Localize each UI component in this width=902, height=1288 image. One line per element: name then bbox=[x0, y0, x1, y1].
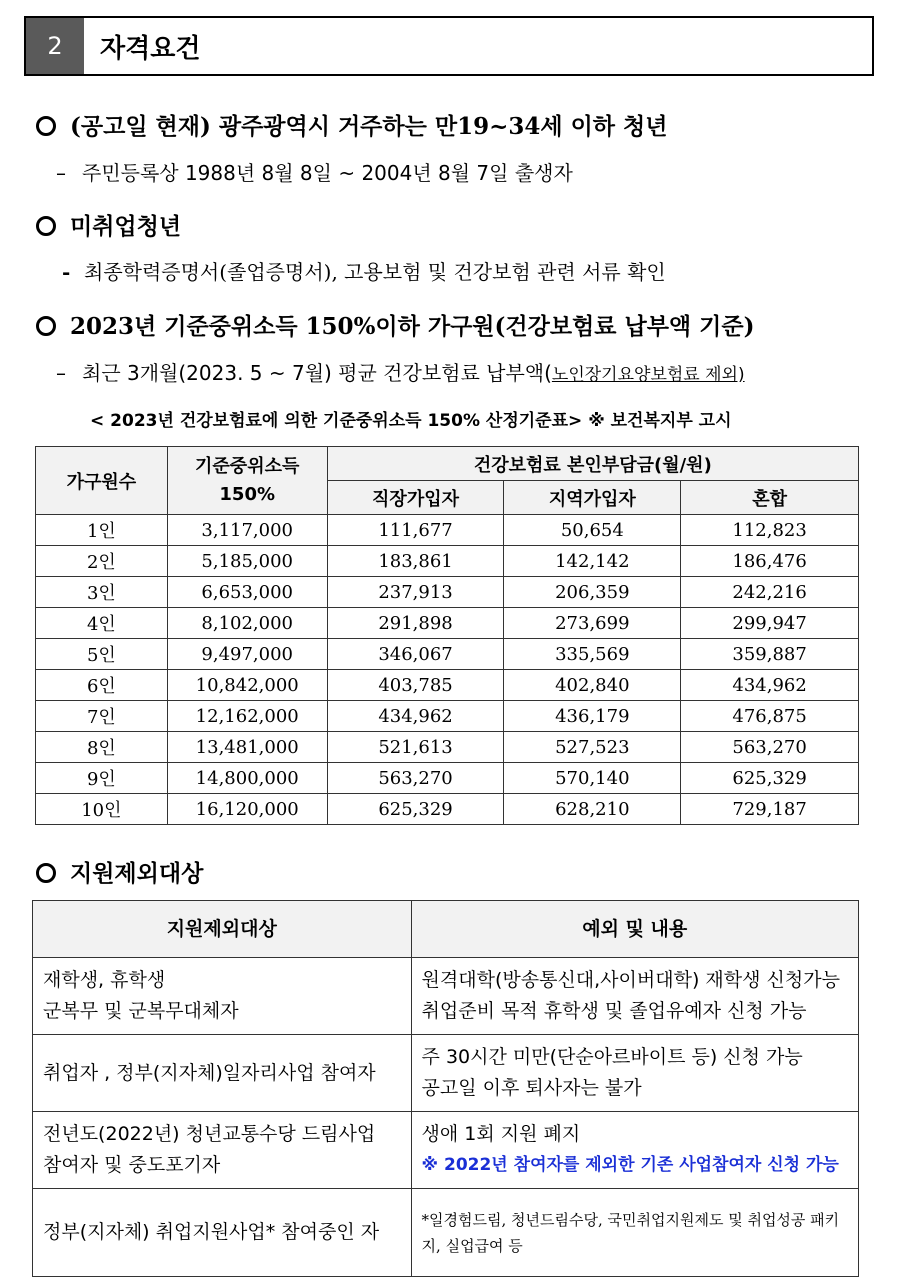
table-cell: 142,142 bbox=[504, 546, 681, 577]
header-exception: 예외 및 내용 bbox=[411, 901, 858, 958]
table-row bbox=[36, 701, 859, 732]
table-cell: 8,102,000 bbox=[167, 608, 327, 639]
table-cell: 6,653,000 bbox=[167, 577, 327, 608]
table-cell: 112,823 bbox=[681, 515, 859, 546]
target-line: 정부(지자체) 취업지원사업* 참여중인 자 bbox=[43, 1221, 380, 1243]
exception-line: 취업준비 목적 휴학생 및 졸업유예자 신청 가능 bbox=[421, 1000, 807, 1022]
table-cell: 335,569 bbox=[504, 639, 681, 670]
circle-bullet-icon bbox=[36, 216, 56, 236]
target-line: 전년도(2022년) 청년교통수당 드림사업 bbox=[43, 1123, 376, 1145]
table-cell: 13,481,000 bbox=[167, 732, 327, 763]
table-cell: 434,962 bbox=[327, 701, 504, 732]
sub-text: 주민등록상 1988년 8월 8일 ~ 2004년 8월 7일 출생자 bbox=[82, 161, 573, 185]
section-header bbox=[24, 16, 874, 76]
exception-line: 원격대학(방송통신대,사이버대학) 재학생 신청가능 bbox=[421, 969, 840, 991]
exception-line: 주 30시간 미만(단순아르바이트 등) 신청 가능 bbox=[421, 1046, 803, 1068]
circle-bullet-icon bbox=[36, 863, 56, 883]
dash: – bbox=[56, 161, 66, 185]
sub-income bbox=[56, 357, 745, 386]
header-household: 가구원수 bbox=[36, 447, 168, 515]
circle-bullet-icon bbox=[36, 316, 56, 336]
table-cell: 625,329 bbox=[327, 794, 504, 825]
target-line: 취업자 , 정부(지자체)일자리사업 참여자 bbox=[43, 1061, 376, 1084]
sub-residence bbox=[56, 157, 573, 186]
table-cell: 3인 bbox=[36, 577, 168, 608]
table-row bbox=[33, 1189, 859, 1277]
table-cell: 8인 bbox=[36, 732, 168, 763]
header-insurance-group: 건강보험료 본인부담금(월/원) bbox=[327, 447, 858, 481]
circle-bullet-icon bbox=[36, 116, 56, 136]
table-row bbox=[36, 639, 859, 670]
dash: - bbox=[62, 260, 71, 284]
exception-footnote: *일경험드림, 청년드림수당, 국민취업지원제도 및 취업성공 패키지, 실업급여 등 bbox=[421, 1210, 840, 1255]
table-row bbox=[36, 763, 859, 794]
table-cell: 16,120,000 bbox=[167, 794, 327, 825]
table-cell: 628,210 bbox=[504, 794, 681, 825]
table-cell: 9,497,000 bbox=[167, 639, 327, 670]
table-cell: 2인 bbox=[36, 546, 168, 577]
table-cell: 299,947 bbox=[681, 608, 859, 639]
sub-text: 최종학력증명서(졸업증명서), 고용보험 및 건강보험 관련 서류 확인 bbox=[84, 260, 666, 284]
table-row bbox=[36, 546, 859, 577]
table-row bbox=[36, 794, 859, 825]
sub-unemployed bbox=[62, 256, 666, 285]
table-cell: 563,270 bbox=[681, 732, 859, 763]
sub-text: 최근 3개월(2023. 5 ~ 7월) 평균 건강보험료 납부액( bbox=[82, 361, 552, 385]
table-cell: 273,699 bbox=[504, 608, 681, 639]
income-table bbox=[35, 446, 859, 825]
header-median-income: 기준중위소득 150% bbox=[167, 447, 327, 515]
bullet-unemployed bbox=[36, 208, 181, 241]
table-cell: 111,677 bbox=[327, 515, 504, 546]
bullet-residence bbox=[36, 108, 667, 141]
exception-line: 공고일 이후 퇴사자는 불가 bbox=[421, 1077, 642, 1099]
bullet-title: 미취업청년 bbox=[70, 213, 182, 240]
table-cell: 206,359 bbox=[504, 577, 681, 608]
table-cell: 291,898 bbox=[327, 608, 504, 639]
table-row bbox=[33, 1112, 859, 1189]
header-mixed: 혼합 bbox=[681, 481, 859, 515]
table-cell: 183,861 bbox=[327, 546, 504, 577]
table-cell: 10,842,000 bbox=[167, 670, 327, 701]
bullet-exclusion bbox=[36, 855, 203, 888]
table-cell: 403,785 bbox=[327, 670, 504, 701]
bullet-title: 지원제외대상 bbox=[70, 860, 204, 887]
table-cell: 563,270 bbox=[327, 763, 504, 794]
header-regional: 지역가입자 bbox=[504, 481, 681, 515]
table-row bbox=[36, 732, 859, 763]
table-cell: 9인 bbox=[36, 763, 168, 794]
exception-line: 생애 1회 지원 폐지 bbox=[421, 1123, 581, 1145]
table-row bbox=[36, 577, 859, 608]
table-cell: 625,329 bbox=[681, 763, 859, 794]
table-cell: 436,179 bbox=[504, 701, 681, 732]
bullet-title: (공고일 현재) 광주광역시 거주하는 만19~34세 이하 청년 bbox=[70, 113, 668, 140]
table-cell: 5,185,000 bbox=[167, 546, 327, 577]
table-cell: 242,216 bbox=[681, 577, 859, 608]
table-cell: 237,913 bbox=[327, 577, 504, 608]
table-cell: 1인 bbox=[36, 515, 168, 546]
table-cell: 570,140 bbox=[504, 763, 681, 794]
header-target: 지원제외대상 bbox=[33, 901, 412, 958]
table-cell: 346,067 bbox=[327, 639, 504, 670]
table-cell: 6인 bbox=[36, 670, 168, 701]
target-line: 재학생, 휴학생 bbox=[43, 969, 166, 991]
table-cell: 5인 bbox=[36, 639, 168, 670]
table-row bbox=[33, 1035, 859, 1112]
table-cell: 50,654 bbox=[504, 515, 681, 546]
bullet-title: 2023년 기준중위소득 150%이하 가구원(건강보험료 납부액 기준) bbox=[70, 313, 755, 340]
dash: – bbox=[56, 361, 66, 385]
exception-note: ※ 2022년 참여자를 제외한 기존 사업참여자 신청 가능 bbox=[421, 1155, 839, 1175]
table-caption: < 2023년 건강보험료에 의한 기준중위소득 150% 산정기준표> ※ 보건복지부 고시 bbox=[90, 411, 732, 431]
table-cell: 402,840 bbox=[504, 670, 681, 701]
table-cell: 527,523 bbox=[504, 732, 681, 763]
section-title: 자격요건 bbox=[100, 33, 201, 64]
table-cell: 4인 bbox=[36, 608, 168, 639]
table-cell: 3,117,000 bbox=[167, 515, 327, 546]
table-row bbox=[36, 515, 859, 546]
table-cell: 359,887 bbox=[681, 639, 859, 670]
table-row bbox=[33, 958, 859, 1035]
section-number: 2 bbox=[26, 18, 84, 74]
target-line: 군복무 및 군복무대체자 bbox=[43, 1000, 239, 1022]
table-cell: 12,162,000 bbox=[167, 701, 327, 732]
table-cell: 14,800,000 bbox=[167, 763, 327, 794]
table-cell: 186,476 bbox=[681, 546, 859, 577]
table-row bbox=[36, 608, 859, 639]
sub-underlined-text: 노인장기요양보험료 제외) bbox=[551, 365, 745, 385]
table-cell: 10인 bbox=[36, 794, 168, 825]
exclusion-table bbox=[32, 900, 859, 1277]
table-cell: 476,875 bbox=[681, 701, 859, 732]
bullet-income bbox=[36, 308, 754, 341]
table-cell: 434,962 bbox=[681, 670, 859, 701]
table-cell: 729,187 bbox=[681, 794, 859, 825]
target-line: 참여자 및 중도포기자 bbox=[43, 1154, 221, 1176]
table-row bbox=[36, 670, 859, 701]
header-workplace: 직장가입자 bbox=[327, 481, 504, 515]
table-cell: 521,613 bbox=[327, 732, 504, 763]
table-cell: 7인 bbox=[36, 701, 168, 732]
